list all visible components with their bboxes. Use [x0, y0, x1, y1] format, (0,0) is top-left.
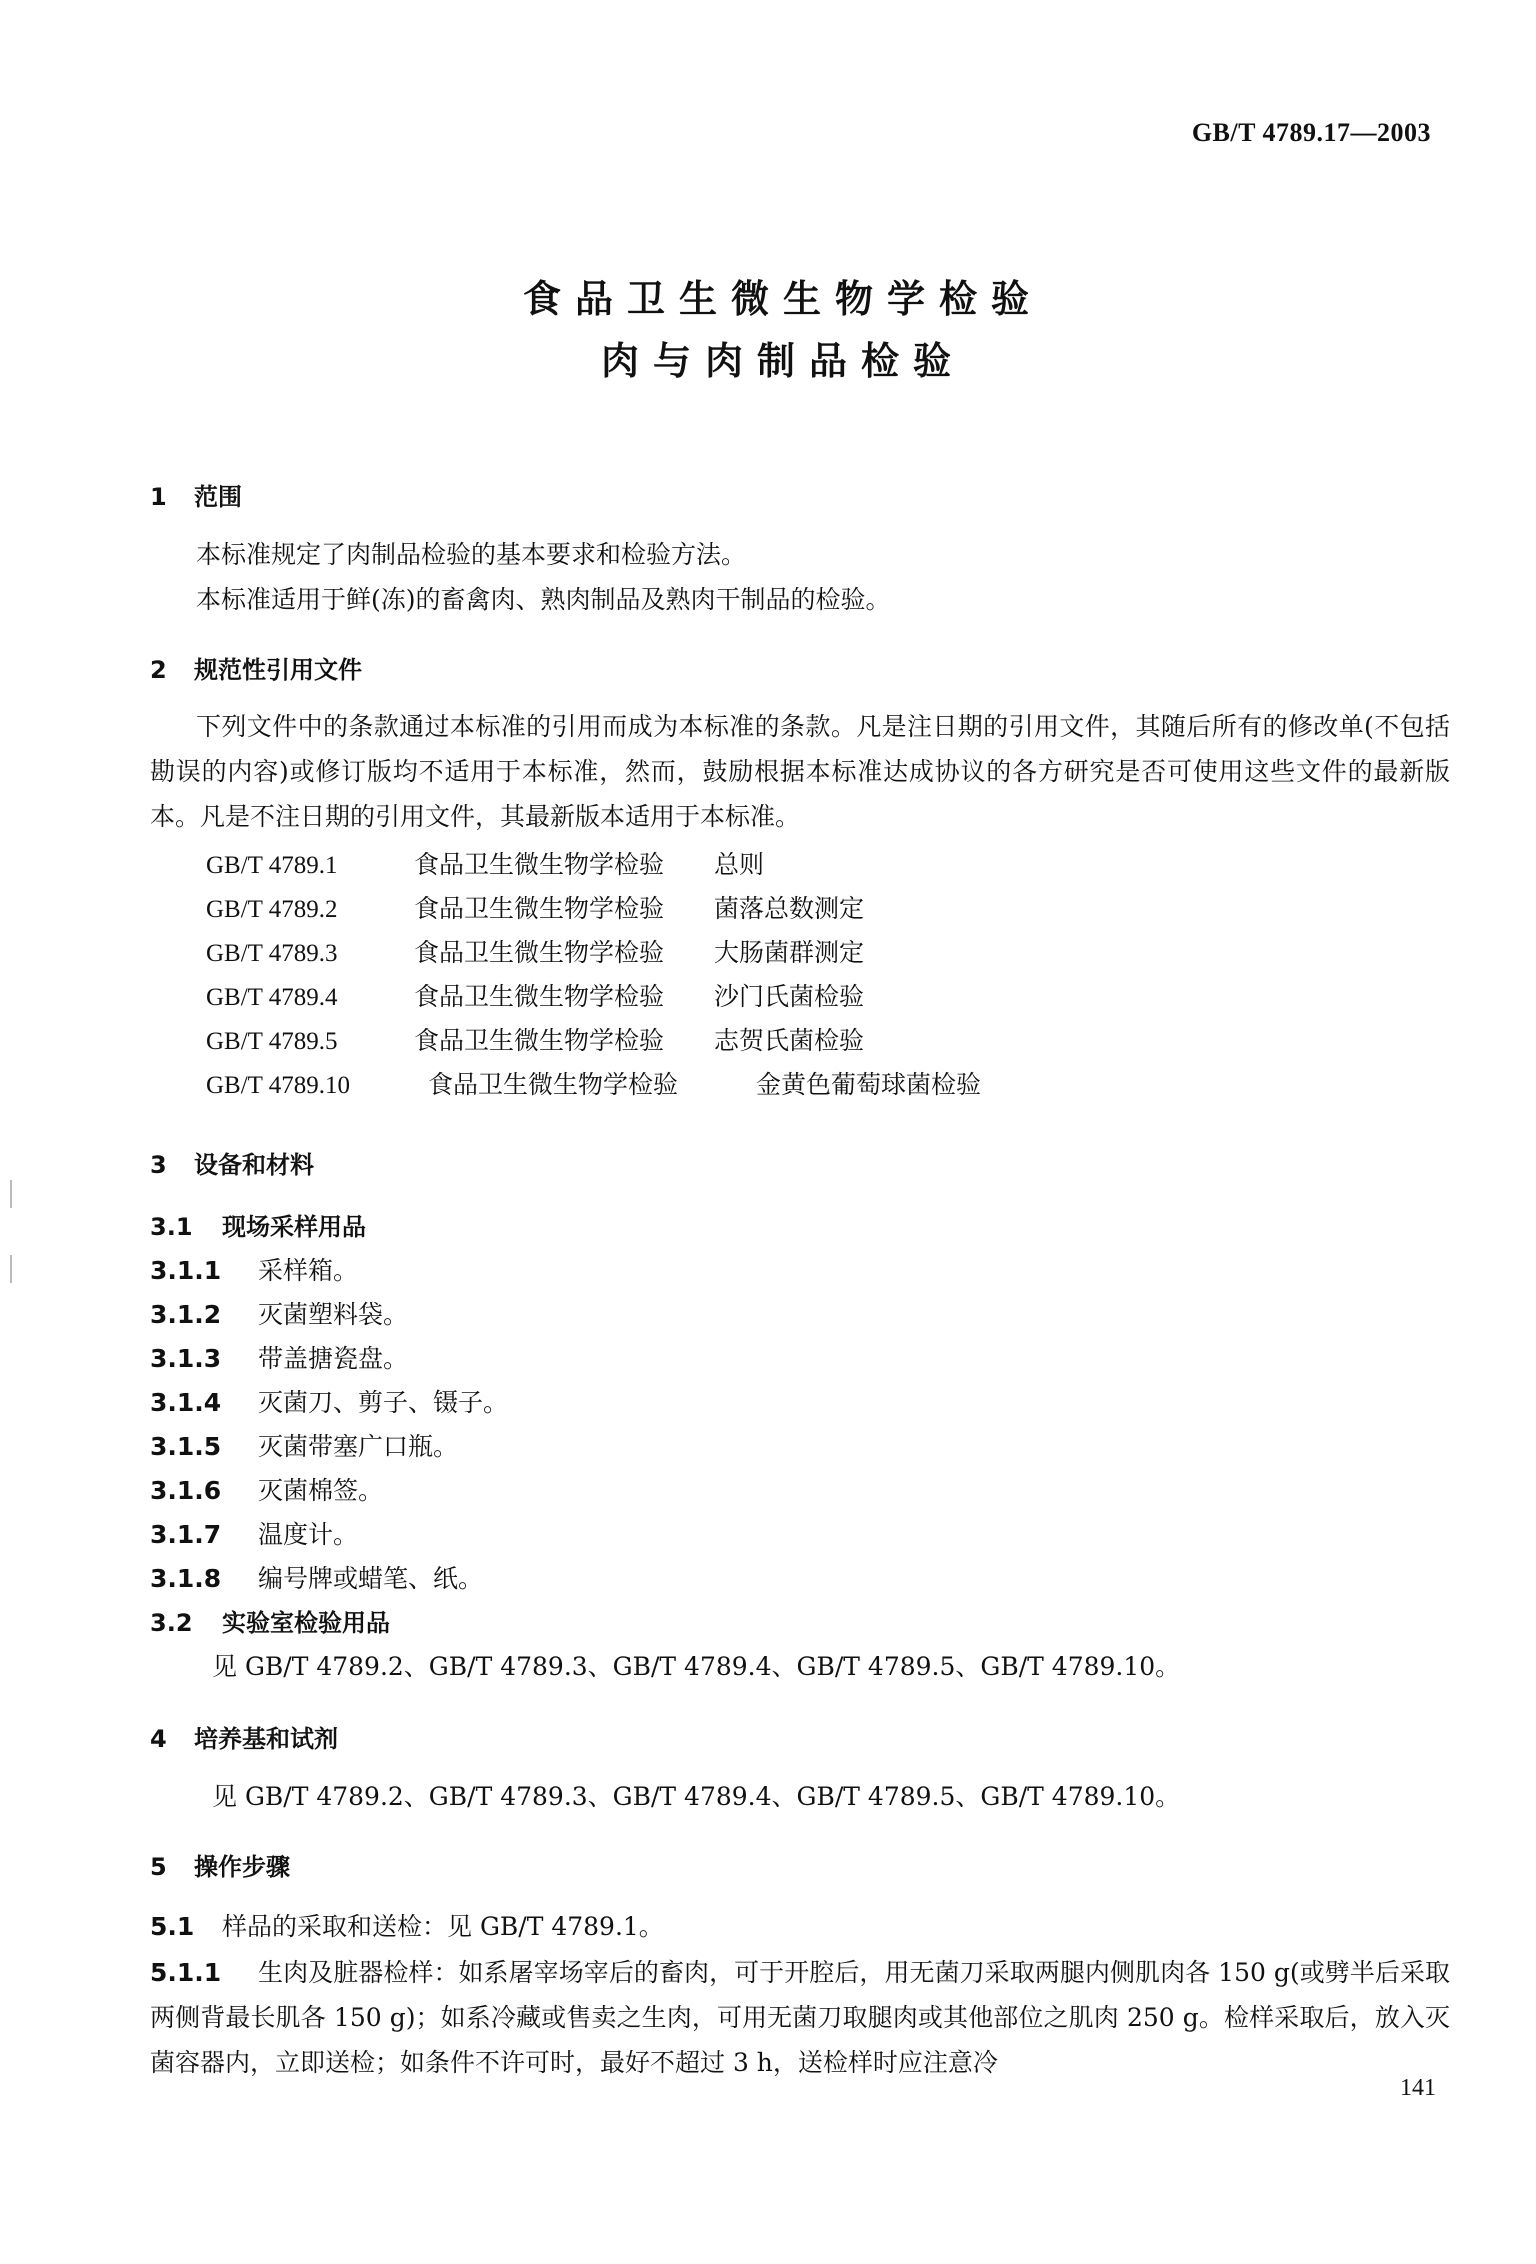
- subsection-text: 样品的采取和送检：见 GB/T 4789.1。: [222, 1912, 664, 1941]
- equipment-item: [150, 1432, 458, 1462]
- section-number: 3: [150, 1151, 167, 1179]
- item-number: 3.1.3: [150, 1344, 222, 1373]
- reference-topic: 金黄色葡萄球菌检验: [756, 1070, 982, 1099]
- section-title: 规范性引用文件: [194, 656, 362, 684]
- item-number: 3.1.5: [150, 1432, 222, 1461]
- item-text: 灭菌带塞广口瓶。: [258, 1432, 459, 1461]
- reference-title: 食品卫生微生物学检验: [414, 894, 665, 923]
- reference-topic: 沙门氏菌检验: [714, 982, 865, 1011]
- section-5-heading: [150, 1852, 290, 1882]
- item-text: 灭菌塑料袋。: [258, 1300, 409, 1329]
- reference-item: [206, 982, 864, 1013]
- reference-title: 食品卫生微生物学检验: [414, 1026, 665, 1055]
- subsection-5-1-1: [150, 1950, 1450, 2085]
- reference-code: GB/T 4789.5: [206, 1028, 338, 1055]
- reference-topic: 菌落总数测定: [714, 894, 865, 923]
- section-3-heading: [150, 1150, 314, 1180]
- item-number: 3.1.4: [150, 1388, 222, 1417]
- item-number: 3.1.7: [150, 1520, 222, 1549]
- equipment-item: [150, 1476, 383, 1506]
- section-1-heading: [150, 482, 242, 512]
- equipment-item: [150, 1300, 408, 1330]
- section-1-paragraph-2: 本标准适用于鲜(冻)的畜禽肉、熟肉制品及熟肉干制品的检验。: [196, 585, 891, 614]
- item-text: 温度计。: [258, 1520, 359, 1549]
- reference-topic: 大肠菌群测定: [714, 938, 865, 967]
- section-number: 2: [150, 656, 167, 684]
- reference-title: 食品卫生微生物学检验: [428, 1070, 679, 1099]
- equipment-item: [150, 1388, 508, 1418]
- reference-item: [206, 938, 864, 969]
- subsection-3-2-heading: [150, 1608, 390, 1638]
- equipment-item: [150, 1564, 483, 1594]
- section-title: 范围: [194, 483, 242, 511]
- section-1-paragraph-1: 本标准规定了肉制品检验的基本要求和检验方法。: [196, 540, 747, 569]
- item-number: 3.1.1: [150, 1256, 222, 1285]
- page-number: 141: [1400, 2075, 1436, 2101]
- subsection-5-1: [150, 1912, 664, 1942]
- reference-code: GB/T 4789.3: [206, 940, 338, 967]
- item-number: 3.1.2: [150, 1300, 222, 1329]
- item-text: 带盖搪瓷盘。: [258, 1344, 409, 1373]
- section-4-heading: [150, 1724, 338, 1754]
- reference-item: [206, 1070, 981, 1101]
- section-number: 5: [150, 1853, 167, 1881]
- reference-title: 食品卫生微生物学检验: [414, 938, 665, 967]
- reference-item: [206, 850, 764, 881]
- title-line-1: 食品卫生微生物学检验: [522, 277, 1043, 321]
- reference-title: 食品卫生微生物学检验: [414, 982, 665, 1011]
- reference-code: GB/T 4789.2: [206, 896, 338, 923]
- section-4-text: 见 GB/T 4789.2、GB/T 4789.3、GB/T 4789.4、GB/T 4789.5、GB/T 4789.10。: [212, 1782, 1181, 1811]
- reference-code: GB/T 4789.10: [206, 1072, 350, 1099]
- subsection-title: 实验室检验用品: [222, 1609, 390, 1637]
- reference-item: [206, 1026, 864, 1057]
- equipment-item: [150, 1520, 358, 1550]
- subsection-number: 5.1: [150, 1912, 195, 1941]
- section-2-paragraph: 下列文件中的条款通过本标准的引用而成为本标准的条款。凡是注日期的引用文件，其随后所有的修改单(不包括勘误的内容)或修订版均不适用于本标准，然而，鼓励根据本标准达成协议的各方研究是否可使用这些文件的最新版本。凡是不注日期的引用文件，其最新版本适用于本标准。: [150, 712, 1450, 831]
- reference-topic: 总则: [714, 850, 765, 879]
- section-title: 设备和材料: [194, 1151, 314, 1179]
- reference-item: [206, 894, 864, 925]
- subsection-text: 生肉及脏器检样：如系屠宰场宰后的畜肉，可于开腔后，用无菌刀采取两腿内侧肌肉各 150 g(或劈半后采取两侧背最长肌各 150 g)；如系冷藏或售卖之生肉，可用无菌刀取腿肉或其他部位之肌肉 250 g。检样采取后，放入灭菌容器内，立即送检；如条件不许可时，最好不超过 3 h，送检样时应注意冷: [150, 1958, 1450, 2077]
- subsection-number: 3.1: [150, 1213, 193, 1241]
- equipment-item: [150, 1256, 358, 1286]
- item-number: 3.1.8: [150, 1564, 222, 1593]
- item-text: 编号牌或蜡笔、纸。: [258, 1564, 484, 1593]
- subsection-title: 现场采样用品: [222, 1213, 366, 1241]
- item-text: 采样箱。: [258, 1256, 359, 1285]
- reference-topic: 志贺氏菌检验: [714, 1026, 865, 1055]
- standard-number: GB/T 4789.17—2003: [1191, 118, 1431, 147]
- section-2-heading: [150, 655, 362, 685]
- subsection-3-2-text: 见 GB/T 4789.2、GB/T 4789.3、GB/T 4789.4、GB/T 4789.5、GB/T 4789.10。: [212, 1652, 1181, 1681]
- equipment-item: [150, 1344, 408, 1374]
- scan-margin-mark: [10, 1255, 12, 1283]
- subsection-number: 3.2: [150, 1609, 193, 1637]
- scan-margin-mark: [10, 1180, 12, 1208]
- subsection-3-1-heading: [150, 1212, 366, 1242]
- reference-code: GB/T 4789.4: [206, 984, 338, 1011]
- title-line-2: 肉与肉制品检验: [600, 339, 965, 383]
- subsection-number: 5.1.1: [150, 1958, 222, 1987]
- reference-code: GB/T 4789.1: [206, 852, 338, 879]
- section-title: 操作步骤: [194, 1853, 290, 1881]
- reference-title: 食品卫生微生物学检验: [414, 850, 665, 879]
- section-title: 培养基和试剂: [194, 1725, 338, 1753]
- section-number: 1: [150, 483, 167, 511]
- item-text: 灭菌棉签。: [258, 1476, 384, 1505]
- section-number: 4: [150, 1725, 167, 1753]
- item-number: 3.1.6: [150, 1476, 222, 1505]
- item-text: 灭菌刀、剪子、镊子。: [258, 1388, 509, 1417]
